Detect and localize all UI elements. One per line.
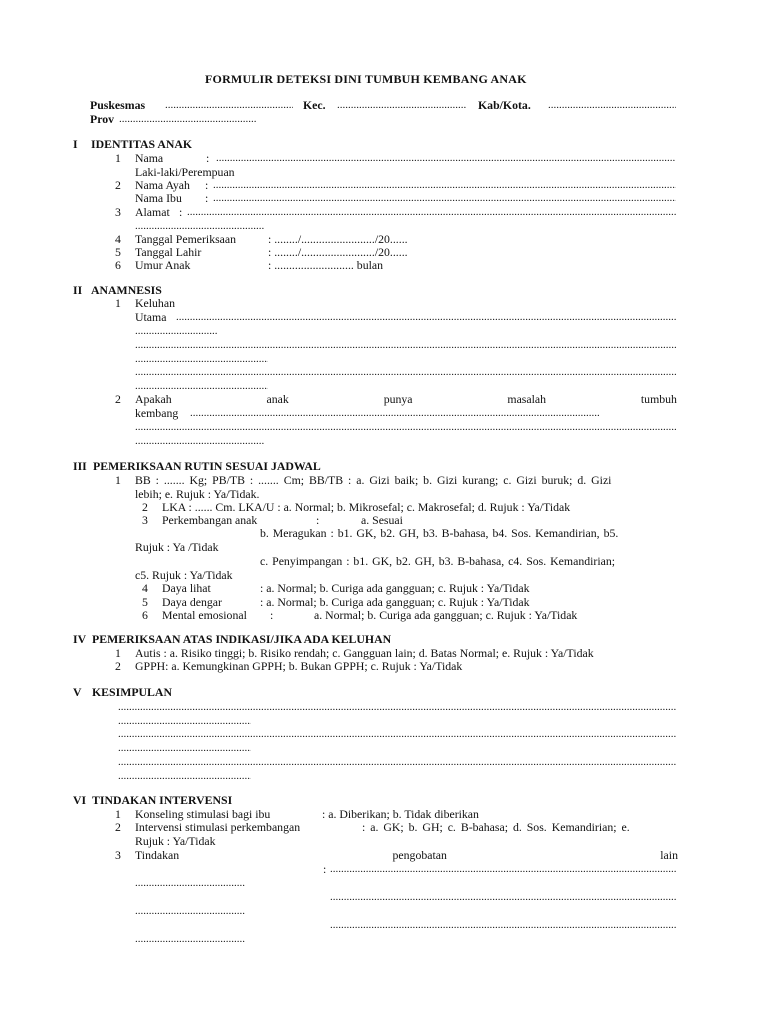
section-num: IV (73, 632, 87, 646)
option-penyimpangan[interactable]: c. Penyimpangan : b1. GK, b2. GH, b3. B-bahasa, c4. Sos. Kemandirian; (260, 554, 616, 568)
item-number: 6 (142, 608, 148, 622)
section-num: VI (73, 793, 87, 807)
options-mental-emosional[interactable]: a. Normal; b. Curiga ada gangguan; c. Rujuk : Ya/Tidak (314, 608, 578, 622)
word: lain (660, 848, 678, 862)
word: masalah (507, 392, 547, 406)
item-number: 2 (115, 659, 121, 673)
item-number: 4 (115, 232, 121, 246)
form-title: FORMULIR DETEKSI DINI TUMBUH KEMBANG ANAK (205, 72, 527, 86)
item-number: 1 (115, 473, 121, 487)
field-puskesmas[interactable] (165, 99, 293, 112)
item-number: 5 (142, 595, 148, 609)
word: punya (383, 392, 413, 406)
item-number: 3 (115, 205, 121, 219)
label-laki-perempuan: Laki-laki/Perempuan (135, 165, 235, 179)
field-tindakan-5[interactable] (330, 919, 676, 932)
word: Tindakan (135, 848, 180, 862)
label-konseling: Konseling stimulasi bagi ibu (135, 807, 271, 821)
field-kesimpulan-2[interactable] (118, 715, 251, 728)
field-keluhan-3[interactable] (135, 339, 676, 352)
option-meragukan[interactable]: b. Meragukan : b1. GK, b2. GH, b3. B-bahasa, b4. Sos. Kemandirian, b5. (260, 526, 619, 540)
field-kesimpulan-3[interactable] (118, 728, 676, 741)
item-number: 1 (115, 646, 121, 660)
label-tindakan-pengobatan (135, 849, 678, 862)
item-number: 2 (115, 392, 121, 406)
field-tindakan-3[interactable] (330, 891, 676, 904)
field-tindakan-2[interactable] (135, 877, 245, 890)
field-kec[interactable] (337, 99, 467, 112)
label-tanggal-lahir: Tanggal Lahir (135, 245, 202, 259)
section-num: V (73, 685, 82, 699)
label-kab: Kab/Kota. (478, 98, 531, 112)
item-number: 5 (115, 245, 121, 259)
colon: : (206, 151, 210, 165)
word: Apakah (135, 392, 172, 406)
label-nama-ayah: Nama Ayah (135, 178, 190, 192)
label-daya-lihat: Daya lihat (162, 581, 211, 595)
label-keluhan: Keluhan (135, 296, 175, 310)
field-kab[interactable] (548, 99, 676, 112)
field-nama[interactable] (216, 152, 676, 165)
word: pengobatan (392, 848, 447, 862)
section-num: II (73, 283, 83, 297)
options-daya-lihat[interactable]: : a. Normal; b. Curiga ada gangguan; c. Rujuk : Ya/Tidak (260, 581, 530, 595)
options-konseling[interactable]: : a. Diberikan; b. Tidak diberikan (322, 807, 479, 821)
text-meragukan-2: Rujuk : Ya /Tidak (135, 540, 219, 554)
text-autis[interactable]: Autis : a. Risiko tinggi; b. Risiko rendah; c. Gangguan lain; d. Batas Normal; e. Rujuk : Ya/Tidak (135, 646, 594, 660)
field-tindakan-4[interactable] (135, 905, 245, 918)
item-number: 4 (142, 581, 148, 595)
field-kesimpulan-6[interactable] (118, 770, 251, 783)
field-kesimpulan-1[interactable] (118, 701, 676, 714)
field-tindakan-6[interactable] (135, 933, 245, 946)
field-kesimpulan-5[interactable] (118, 756, 676, 769)
field-nama-ayah[interactable] (213, 179, 676, 192)
section-title: KESIMPULAN (92, 685, 172, 699)
field-masalah-1[interactable] (190, 407, 600, 420)
options-daya-dengar[interactable]: : a. Normal; b. Curiga ada gangguan; c. Rujuk : Ya/Tidak (260, 595, 530, 609)
text-lka: LKA : ...... Cm. LKA/U : a. Normal; b. Mikrosefal; c. Makrosefal; d. Rujuk : Ya/Tidak (162, 500, 571, 514)
label-puskesmas: Puskesmas (90, 98, 146, 112)
label-kec: Kec. (303, 98, 326, 112)
field-alamat[interactable] (187, 206, 676, 219)
label-nama: Nama (135, 151, 164, 165)
text-bb-2: lebih; e. Rujuk : Ya/Tidak. (135, 487, 260, 501)
field-keluhan-1[interactable] (176, 311, 676, 324)
text-bb: BB : ....... Kg; PB/TB : ....... Cm; BB/TB : a. Gizi baik; b. Gizi kurang; c. Gizi buruk; d. Gizi (135, 473, 612, 487)
label-daya-dengar: Daya dengar (162, 595, 222, 609)
label-tanggal-pemeriksaan: Tanggal Pemeriksaan (135, 232, 237, 246)
item-number: 6 (115, 258, 121, 272)
section-num: III (73, 459, 87, 473)
item-number: 3 (115, 848, 121, 862)
section-title: PEMERIKSAAN RUTIN SESUAI JADWAL (93, 459, 321, 473)
item-number: 1 (115, 807, 121, 821)
item-number: 2 (142, 500, 148, 514)
options-intervensi[interactable]: : a. GK; b. GH; c. B-bahasa; d. Sos. Kemandirian; e. (362, 820, 630, 834)
label-perkembangan: Perkembangan anak (162, 513, 258, 527)
field-prov[interactable] (119, 113, 256, 126)
field-tindakan-1[interactable] (330, 863, 676, 876)
label-kembang: kembang (135, 406, 179, 420)
word: tumbuh (640, 392, 677, 406)
colon: : (179, 205, 183, 219)
text-gpph[interactable]: GPPH: a. Kemungkinan GPPH; b. Bukan GPPH; c. Rujuk : Ya/Tidak (135, 659, 463, 673)
field-keluhan-5[interactable] (135, 366, 676, 379)
field-masalah-2[interactable] (135, 421, 676, 434)
word: anak (266, 392, 289, 406)
field-tanggal-pemeriksaan[interactable]: : ......../........................./20...... (268, 232, 408, 246)
colon: : (316, 513, 320, 527)
field-keluhan-4[interactable] (135, 353, 268, 366)
item-number: 1 (115, 151, 121, 165)
item-number: 2 (115, 178, 121, 192)
section-title: ANAMNESIS (91, 283, 162, 297)
section-title: PEMERIKSAAN ATAS INDIKASI/JIKA ADA KELUHAN (92, 632, 392, 646)
label-prov: Prov (90, 112, 115, 126)
section-num: I (73, 137, 78, 151)
label-utama: Utama (135, 310, 167, 324)
field-keluhan-2[interactable] (135, 325, 217, 338)
item-number: 3 (142, 513, 148, 527)
field-masalah-3[interactable] (135, 435, 265, 448)
question-masalah (135, 393, 677, 406)
colon: : (205, 178, 209, 192)
label-umur-anak: Umur Anak (135, 258, 191, 272)
field-umur-anak[interactable]: : ........................... bulan (268, 258, 384, 272)
label-nama-ibu: Nama Ibu (135, 191, 182, 205)
label-alamat: Alamat (135, 205, 170, 219)
label-mental-emosional: Mental emosional (162, 608, 247, 622)
field-tanggal-lahir[interactable]: : ......../........................./20...... (268, 245, 408, 259)
colon: : (205, 191, 209, 205)
colon: : (270, 608, 274, 622)
text-penyimpangan-2: c5. Rujuk : Ya/Tidak (135, 568, 233, 582)
text-intervensi-2: Rujuk : Ya/Tidak (135, 834, 216, 848)
label-intervensi: Intervensi stimulasi perkembangan (135, 820, 301, 834)
field-kesimpulan-4[interactable] (118, 742, 251, 755)
section-title: IDENTITAS ANAK (91, 137, 193, 151)
item-number: 1 (115, 296, 121, 310)
option-sesuai[interactable]: a. Sesuai (361, 513, 403, 527)
item-number: 2 (115, 820, 121, 834)
field-nama-ibu[interactable] (213, 192, 676, 205)
section-title: TINDAKAN INTERVENSI (92, 793, 233, 807)
colon: : (323, 862, 327, 876)
